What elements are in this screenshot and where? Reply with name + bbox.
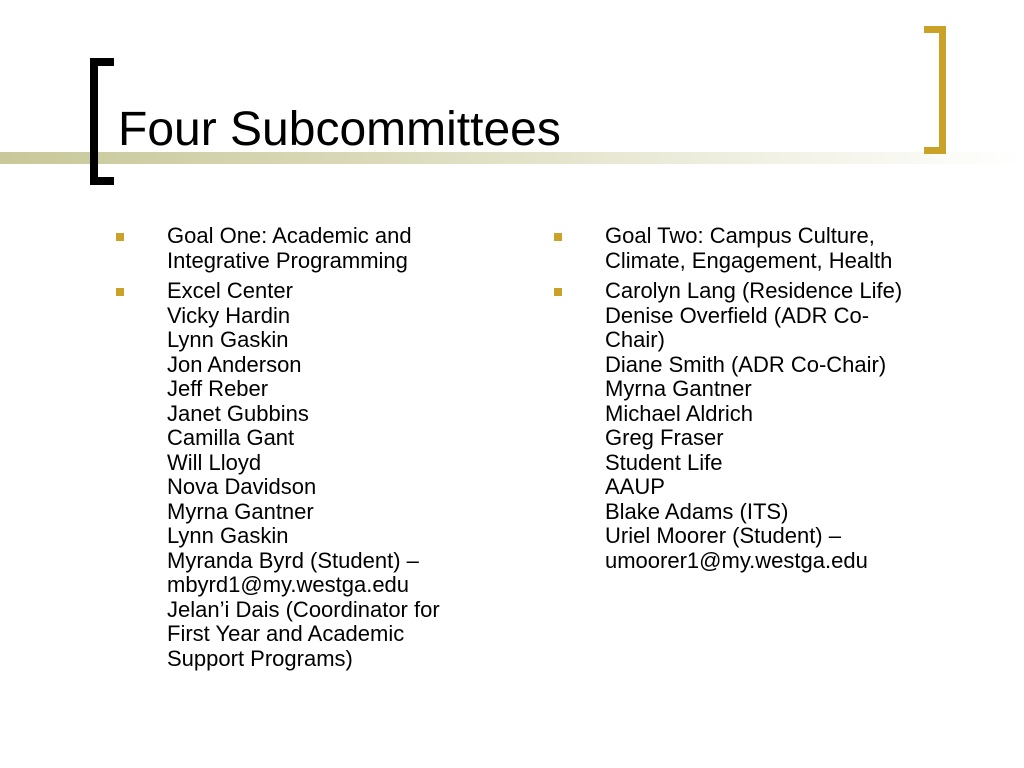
- member-name: Myrna Gantner: [605, 376, 752, 401]
- member-name: Camilla Gant: [167, 425, 295, 450]
- member-name: Jon Anderson: [167, 351, 302, 377]
- text-line: Chair): [605, 327, 665, 352]
- member-name: Lynn Gaskin: [167, 327, 289, 352]
- list-item-goal-one: [116, 224, 506, 273]
- text-line: Integrative Programming: [167, 247, 408, 273]
- member-name: Diane Smith (ADR Co-Chair): [605, 351, 887, 377]
- member-name: Jelan’i Dais (Coordinator for: [167, 596, 440, 622]
- bullet-square-icon: [116, 288, 124, 296]
- right-bracket-decoration: [924, 26, 946, 154]
- member-name: Myrna Gantner: [167, 498, 314, 524]
- member-name: Vicky Hardin: [167, 302, 291, 328]
- list-item-excel-center: [116, 279, 506, 671]
- list-item-members: [554, 279, 994, 573]
- member-name: Lynn Gaskin: [167, 523, 289, 548]
- member-name: Greg Fraser: [605, 425, 724, 450]
- bullet-square-icon: [554, 233, 562, 241]
- text-line: First Year and Academic: [167, 621, 405, 646]
- bullet-square-icon: [554, 288, 562, 296]
- text-line: Excel Center: [167, 278, 293, 303]
- member-name: Denise Overfield (ADR Co-: [605, 302, 870, 328]
- text-line: Goal One: Academic and: [167, 223, 412, 248]
- email-text: mbyrd1@my.westga.edu: [167, 572, 410, 597]
- text-line: Student Life: [605, 449, 723, 475]
- member-name: Myranda Byrd (Student) –: [167, 547, 419, 573]
- bullet-square-icon: [116, 233, 124, 241]
- member-name: Michael Aldrich: [605, 400, 753, 426]
- left-bracket-decoration: [90, 58, 114, 185]
- member-name: Janet Gubbins: [167, 400, 309, 426]
- member-name: Carolyn Lang (Residence Life): [605, 278, 903, 303]
- member-name: Uriel Moorer (Student) –: [605, 523, 841, 548]
- member-name: Jeff Reber: [167, 376, 269, 401]
- slide-title: Four Subcommittees: [118, 103, 561, 156]
- member-name: Blake Adams (ITS): [605, 498, 789, 524]
- text-line: AAUP: [605, 474, 665, 499]
- text-line: Support Programs): [167, 645, 353, 671]
- email-text: umoorer1@my.westga.edu: [605, 547, 868, 573]
- right-column: [554, 224, 994, 579]
- member-name: Nova Davidson: [167, 474, 317, 499]
- left-column: [116, 224, 506, 677]
- text-line: Goal Two: Campus Culture,: [605, 223, 875, 248]
- text-line: Climate, Engagement, Health: [605, 247, 893, 273]
- member-name: Will Lloyd: [167, 449, 262, 475]
- list-item-goal-two: [554, 224, 994, 273]
